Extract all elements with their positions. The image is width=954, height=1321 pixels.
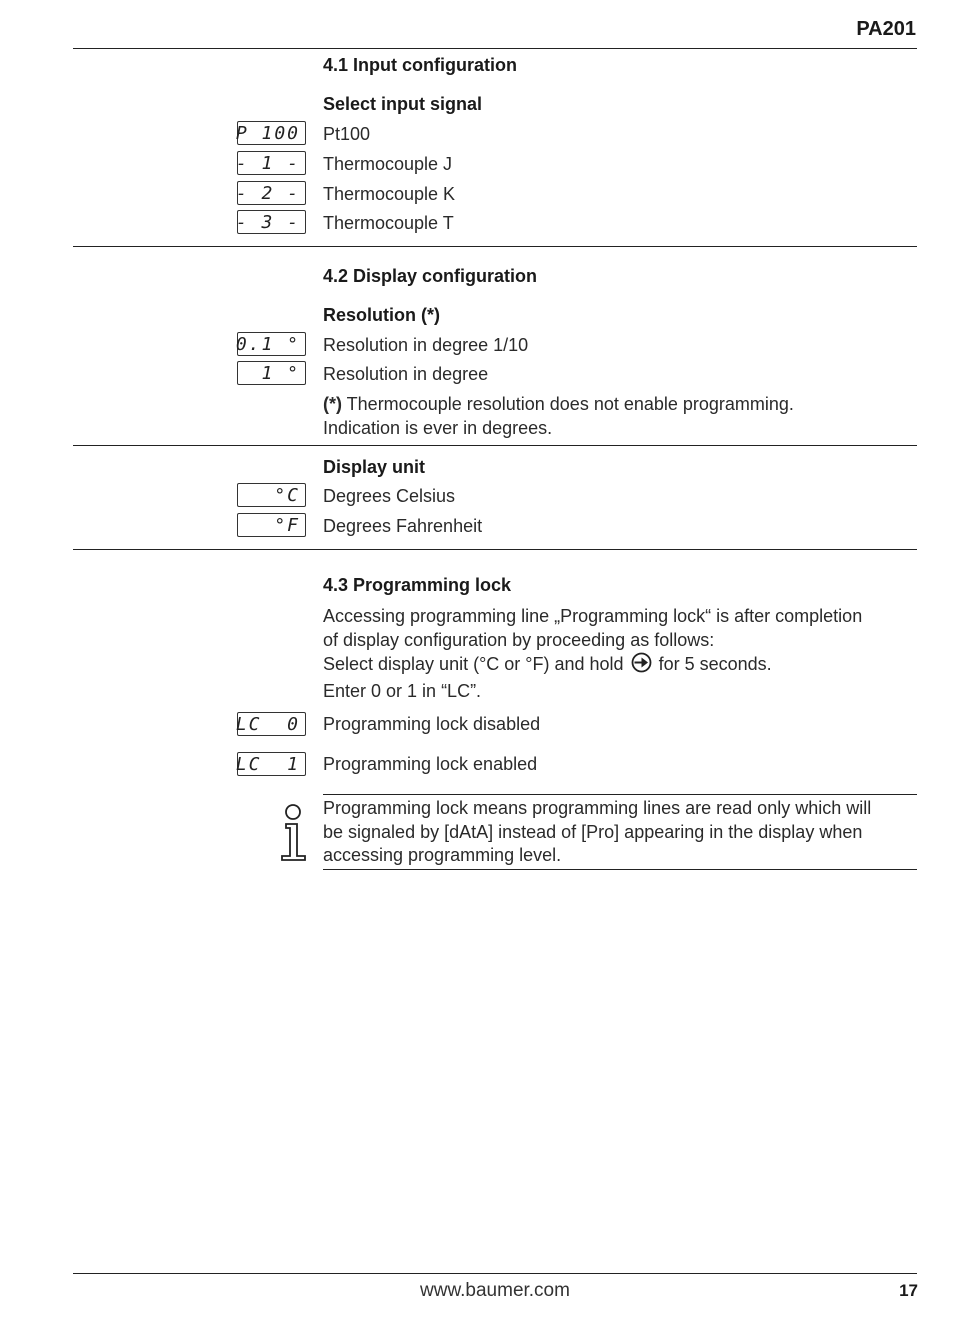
info-box-top-rule [323, 794, 917, 795]
info-note-line2: be signaled by [dAtA] instead of [Pro] appearing in the display when [323, 821, 863, 842]
note-text-line2: Indication is ever in degrees. [323, 417, 553, 438]
lcd-display-resolution-degree: 1 ° [237, 361, 306, 385]
option-label-celsius: Degrees Celsius [323, 486, 456, 506]
header-divider [73, 48, 917, 49]
info-icon [278, 802, 308, 867]
option-label-thermocouple-j: Thermocouple J [323, 154, 453, 174]
option-label-thermocouple-t: Thermocouple T [323, 213, 454, 233]
enter-key-icon [631, 652, 652, 680]
paragraph-line2: of display configuration by proceeding as follows: [323, 629, 715, 650]
page-number: 17 [899, 1281, 918, 1300]
option-label-lock-enabled: Programming lock enabled [323, 754, 538, 774]
section-divider [73, 445, 917, 446]
subtitle-select-input-signal: Select input signal [323, 94, 483, 114]
section-divider [73, 549, 917, 550]
note-text-line1: Thermocouple resolution does not enable programming. [342, 394, 794, 414]
programming-lock-paragraph [323, 605, 862, 703]
info-note-line3: accessing programming level. [323, 845, 562, 865]
section-title-programming-lock: 4.3 Programming lock [323, 575, 512, 595]
resolution-note [323, 393, 794, 440]
lcd-display-lock-enabled: LC 1 [237, 752, 306, 776]
lcd-display-lock-disabled: LC 0 [237, 712, 306, 736]
section-title-input-configuration: 4.1 Input configuration [323, 55, 517, 75]
lcd-display-thermocouple-t: - 3 - [237, 210, 306, 234]
paragraph-line3-a: Select display unit (°C or °F) and hold [323, 654, 624, 674]
option-label-lock-disabled: Programming lock disabled [323, 714, 541, 734]
lcd-display-pt100: P 100 [237, 121, 306, 145]
lcd-display-thermocouple-k: - 2 - [237, 181, 306, 205]
paragraph-line1: Accessing programming line „Programming lock“ is after completion [323, 606, 863, 626]
option-label-thermocouple-k: Thermocouple K [323, 184, 456, 204]
lcd-display-resolution-tenth: 0.1 ° [237, 332, 306, 356]
lcd-display-fahrenheit: °F [237, 513, 306, 537]
paragraph-line4: Enter 0 or 1 in “LC”. [323, 680, 482, 701]
info-box-bottom-rule [323, 869, 917, 870]
option-label-resolution-tenth: Resolution in degree 1/10 [323, 335, 529, 355]
footer-divider [73, 1273, 917, 1274]
option-label-fahrenheit: Degrees Fahrenheit [323, 516, 483, 536]
option-label-pt100: Pt100 [323, 124, 371, 144]
footer-url-link[interactable]: www.baumer.com [420, 1280, 570, 1301]
lcd-display-celsius: °C [237, 483, 306, 507]
paragraph-line3-b: for 5 seconds. [658, 654, 772, 674]
info-note [323, 797, 871, 868]
lcd-display-thermocouple-j: - 1 - [237, 151, 306, 175]
info-note-line1: Programming lock means programming lines are read only which will [323, 798, 872, 818]
document-id: PA201 [856, 18, 916, 40]
section-title-display-configuration: 4.2 Display configuration [323, 266, 538, 286]
subtitle-resolution: Resolution (*) [323, 305, 440, 325]
note-marker: (*) [323, 394, 342, 414]
option-label-resolution-degree: Resolution in degree [323, 364, 489, 384]
section-divider [73, 246, 917, 247]
subtitle-display-unit: Display unit [323, 457, 426, 477]
